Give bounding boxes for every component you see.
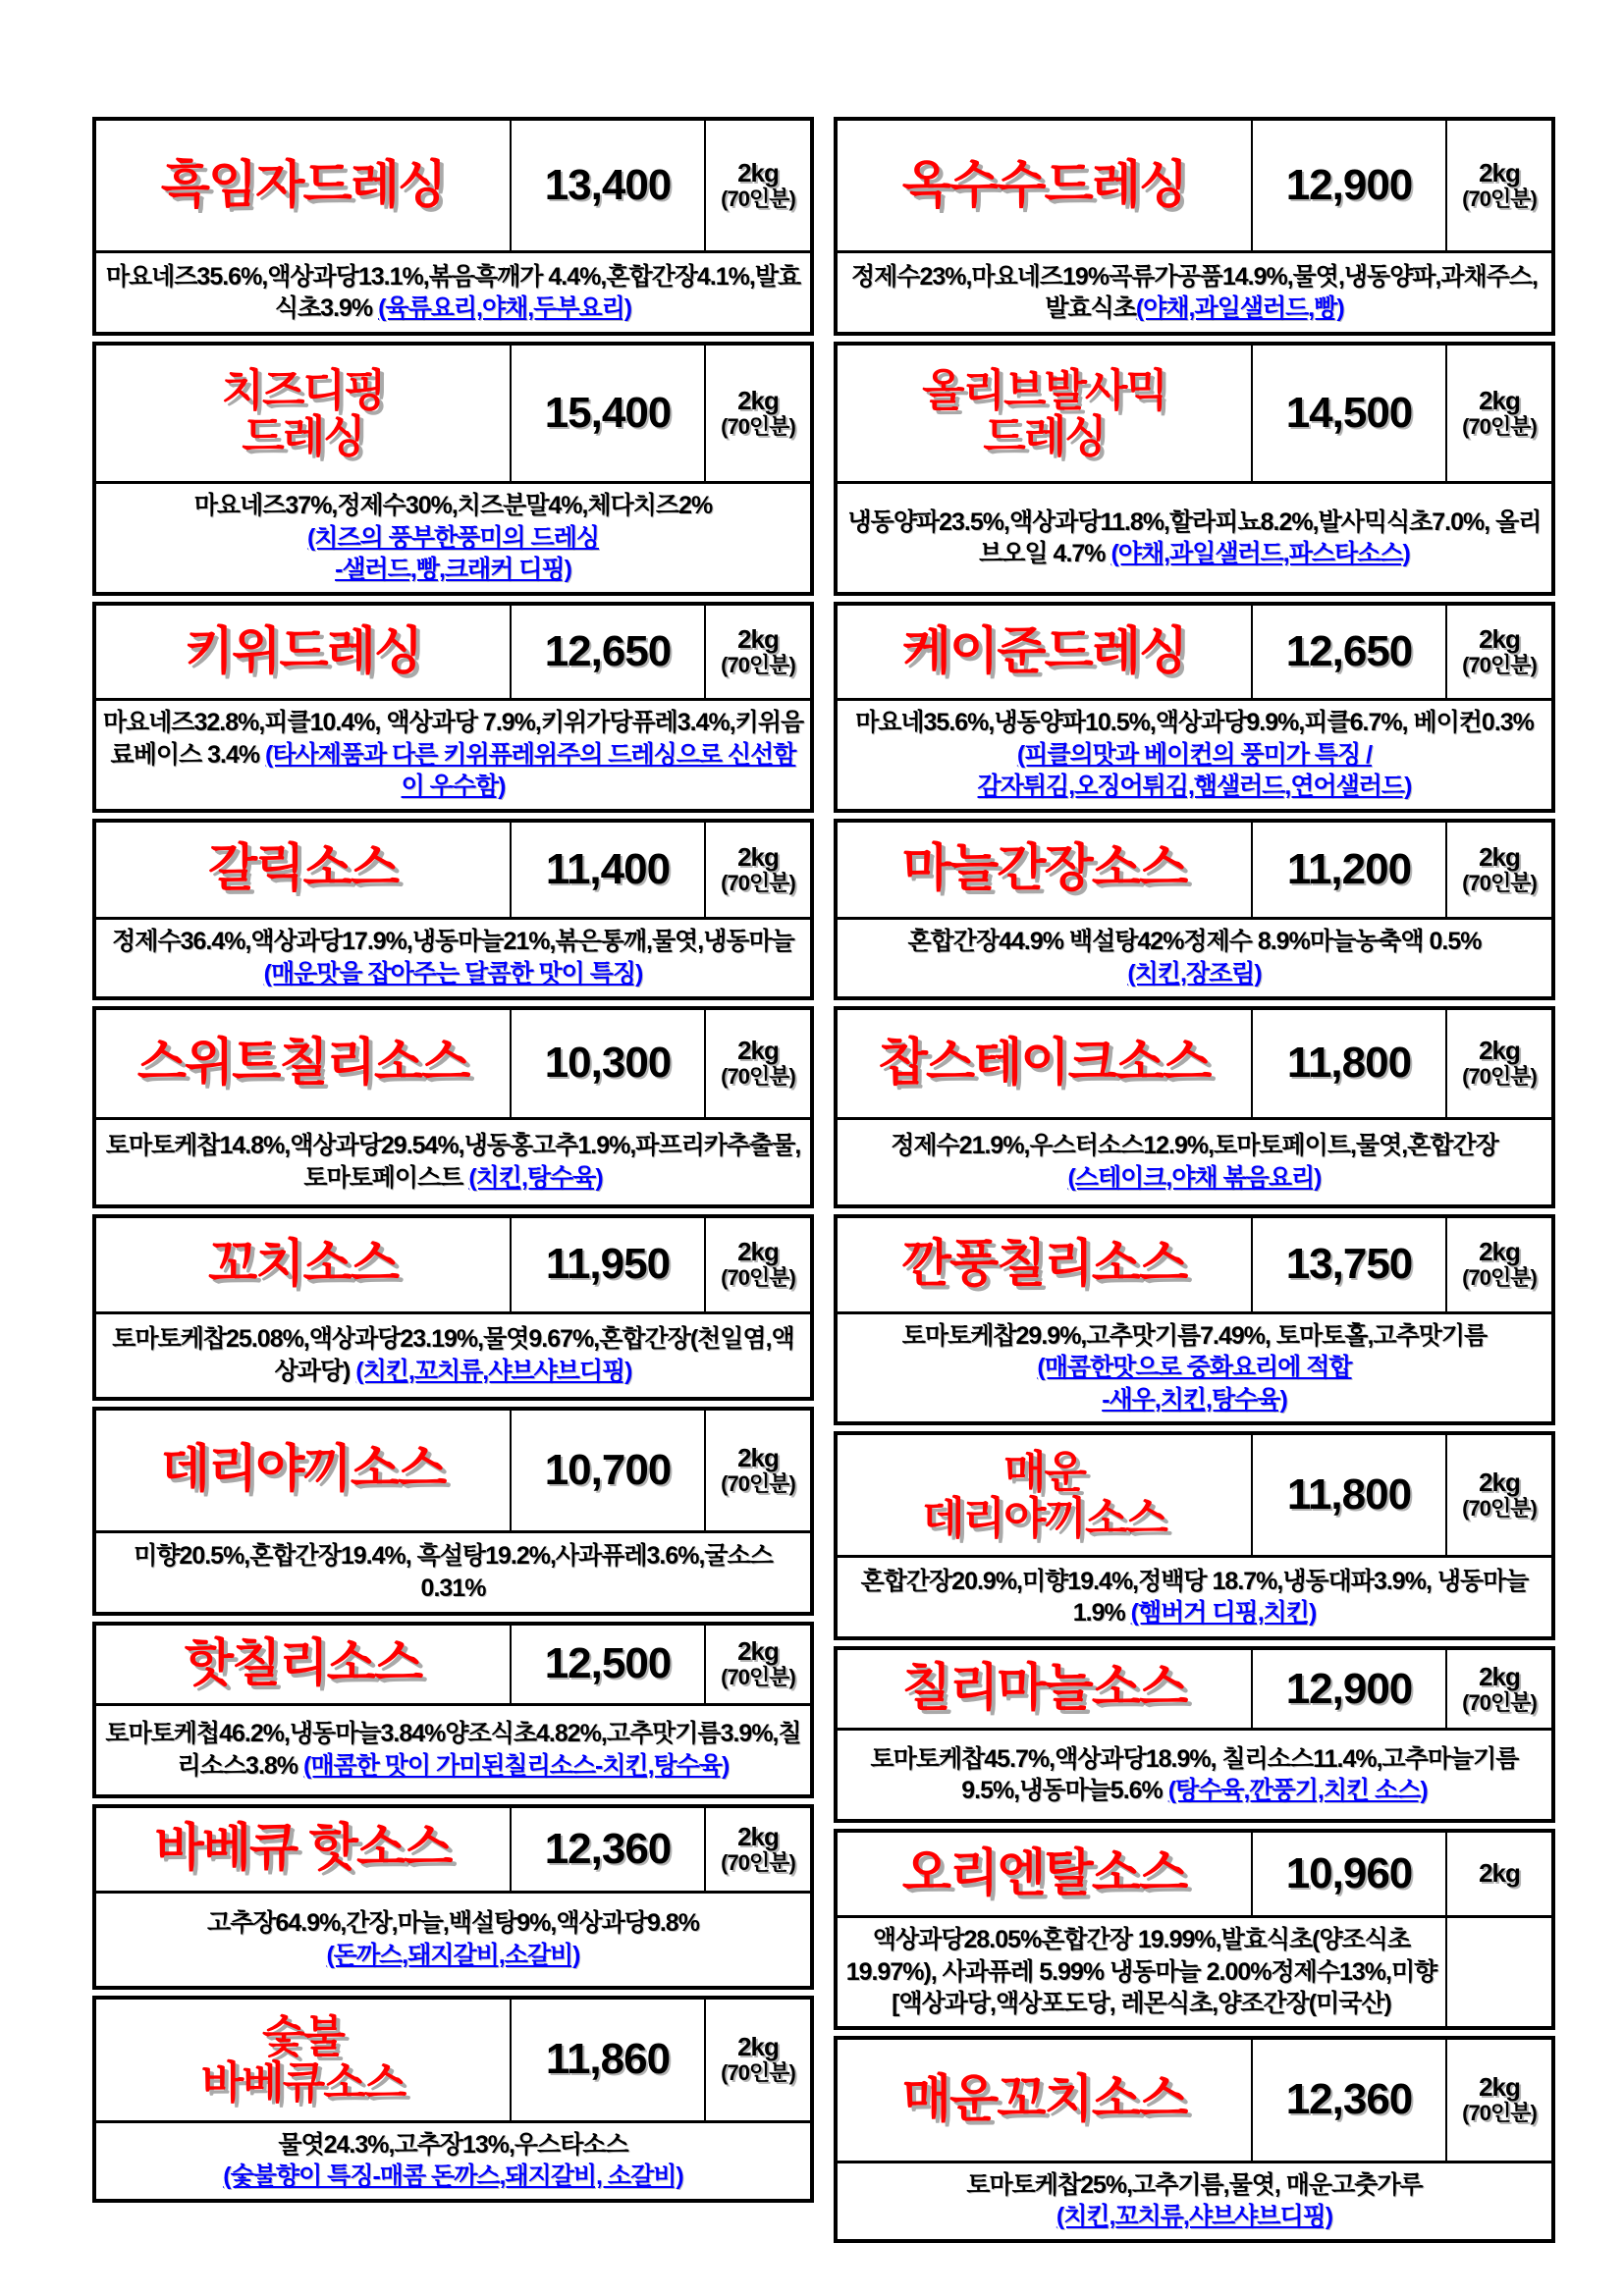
ingredients-text: 마요네35.6%,냉동양파10.5%,액상과당9.9%,피클6.7%, 베이컨0.3%: [855, 709, 1534, 736]
unit-label: [1445, 1650, 1551, 1728]
unit-servings-label: (70인분): [721, 653, 795, 678]
product-card: [834, 342, 1555, 596]
unit-weight-label: 2kg: [1479, 1468, 1520, 1498]
product-name-line: 찹스테이크소스: [878, 1034, 1211, 1092]
ingredients-text: 미향20.5%,혼합간장19.4%, 흑설탕19.2%,사과퓨레3.6%,굴소스 0.31%: [134, 1542, 773, 1602]
product-card: [92, 117, 814, 336]
product-name-line: 키위드레싱: [184, 622, 422, 680]
product-desc-text: [902, 1320, 1487, 1416]
product-title-row: [96, 823, 810, 920]
product-desc-row: [838, 253, 1551, 332]
product-name: [96, 606, 510, 698]
unit-servings-label: (70인분): [1462, 2101, 1537, 2126]
unit-label: [704, 1808, 810, 1891]
product-name-line: 치즈디핑: [221, 364, 385, 415]
price-value: 12,650: [1251, 606, 1445, 698]
product-name-line: 갈릭소스: [208, 840, 398, 898]
product-desc-row: [96, 1314, 810, 1397]
product-title-row: [838, 121, 1551, 253]
unit-servings-label: (70인분): [1462, 1265, 1537, 1291]
product-card: [834, 1829, 1555, 2030]
product-card: [92, 1407, 814, 1616]
product-card: [92, 819, 814, 1000]
product-desc-cell: [838, 1314, 1551, 1422]
unit-label: [704, 606, 810, 698]
product-desc-text: [101, 261, 805, 325]
product-title-row: [96, 1626, 810, 1706]
product-name: [96, 1010, 510, 1117]
product-name: [838, 346, 1251, 481]
unit-weight-label: 2kg: [1479, 1858, 1520, 1889]
unit-label: [1445, 823, 1551, 917]
product-desc-row: [96, 253, 810, 332]
product-name: [838, 606, 1251, 698]
product-title-row: [96, 121, 810, 253]
menu-column-left: [92, 117, 814, 2243]
ingredients-text: 액상과당28.05%혼합간장 19.99%,발효식초(양조식초 19.97%), 사과퓨레 5.99% 냉동마늘 2.00%정제수13%,미향[액상과당,액상포도당, 레몬식초,양조간장(미국산): [845, 1926, 1437, 2017]
product-name: [838, 1010, 1251, 1117]
price-value: 10,700: [510, 1411, 704, 1530]
product-desc-text: [101, 1323, 805, 1387]
product-name-line: 흑임자드레싱: [160, 156, 446, 214]
price-value: 13,400: [510, 121, 704, 250]
product-title-row: [838, 1833, 1551, 1918]
product-desc-text: [101, 1130, 805, 1194]
unit-servings-label: (70인분): [721, 414, 795, 440]
product-card: [92, 1622, 814, 1798]
product-desc-cell: [838, 253, 1551, 332]
product-name-line: 드레싱: [242, 411, 364, 461]
ingredients-text: 고추장64.9%,간장,마늘,백설탕9%,액상과당9.8%: [207, 1909, 699, 1937]
product-name: [838, 2040, 1251, 2161]
ingredients-text: 혼합간장20.9%,미향19.4%,정백당 18.7%,냉동대파3.9%, 냉동마늘 1.9%: [860, 1567, 1529, 1627]
price-value: 10,300: [510, 1010, 704, 1117]
product-desc-cell: [96, 1894, 810, 1986]
product-desc-row: [96, 484, 810, 592]
product-desc-text: [842, 261, 1546, 325]
product-name: [838, 1218, 1251, 1311]
product-desc-text: [101, 1718, 805, 1782]
product-desc-row: [96, 2123, 810, 2199]
unit-label: [1445, 1833, 1551, 1915]
product-name-line: 핫칠리소스: [184, 1634, 422, 1692]
product-desc-cell: [838, 1120, 1551, 1204]
ingredients-text: 정제수36.4%,액상과당17.9%,냉동마늘21%,볶은통깨,물엿,냉동마늘: [112, 928, 794, 955]
unit-weight-label: 2kg: [1479, 158, 1520, 188]
unit-weight-label: 2kg: [737, 158, 779, 188]
unit-servings-label: (70인분): [1462, 414, 1537, 440]
unit-label: [704, 1218, 810, 1311]
unit-weight-label: 2kg: [737, 624, 779, 655]
ingredients-text: 정제수23%,마요네즈19%곡류가공품14.9%,물엿,냉동양파,과채주스, 발효식초: [851, 262, 1538, 322]
unit-weight-label: 2kg: [1479, 1237, 1520, 1267]
product-title-row: [838, 823, 1551, 920]
menu-columns: [92, 117, 1555, 2243]
product-desc-row: [838, 2163, 1551, 2239]
menu-column-right: [834, 117, 1555, 2243]
product-name-line: 올리브발사믹: [922, 364, 1166, 415]
unit-servings-label: (70인분): [721, 1470, 795, 1496]
product-desc-text: [891, 1130, 1498, 1194]
product-name-line: 꼬치소스: [208, 1235, 398, 1293]
unit-servings-label: (70인분): [1462, 187, 1537, 212]
price-value: 11,200: [1251, 823, 1445, 917]
product-card: [92, 1214, 814, 1401]
price-value: 12,900: [1251, 121, 1445, 250]
unit-label: [1445, 1435, 1551, 1555]
product-desc-row: [838, 1558, 1551, 1636]
unit-label: [1445, 2040, 1551, 2161]
product-card: [834, 602, 1555, 813]
unit-label: [704, 121, 810, 250]
product-card: [834, 1214, 1555, 1426]
product-desc-text: [855, 707, 1534, 803]
product-desc-row: [838, 484, 1551, 592]
product-title-row: [838, 1218, 1551, 1314]
product-name: [96, 823, 510, 917]
usage-link-text[interactable]: (피클의맛과 베이컨의 풍미가 특징 /: [1016, 740, 1373, 769]
price-value: 12,650: [510, 606, 704, 698]
unit-label: [1445, 121, 1551, 250]
unit-servings-label: (70인분): [721, 1665, 795, 1690]
usage-link-text[interactable]: (치즈의 풍부한풍미의 드레싱: [306, 523, 600, 552]
product-name-line: 케이준드레싱: [901, 622, 1187, 680]
usage-link-text[interactable]: (햄버거 디핑,치킨): [1130, 1599, 1317, 1627]
product-desc-cell: [96, 253, 810, 332]
price-value: 15,400: [510, 346, 704, 481]
product-desc-row: [96, 1120, 810, 1204]
usage-link-text[interactable]: -샐러드,빵,크래커 디핑): [335, 556, 571, 584]
price-value: 14,500: [1251, 346, 1445, 481]
product-name-line: 매운꼬치소스: [901, 2070, 1187, 2128]
product-desc-text: [842, 1924, 1440, 2020]
usage-link-text[interactable]: (치킨,장조림): [1127, 959, 1262, 988]
ingredients-text: 토마토케찹14.8%,액상과당29.54%,냉동홍고추1.9%,파프리카추출물,토마토페이스트: [105, 1132, 801, 1192]
usage-link-text[interactable]: (탕수육,깐풍기,치킨 소스): [1167, 1777, 1428, 1804]
product-desc-text: [223, 2129, 682, 2193]
unit-label: [704, 823, 810, 917]
unit-label: [704, 346, 810, 481]
product-title-row: [96, 1010, 810, 1120]
unit-weight-label: 2kg: [1479, 1036, 1520, 1066]
unit-weight-label: 2kg: [1479, 624, 1520, 655]
ingredients-text: 마요네즈32.8%,피클10.4%, 액상과당 7.9%,키위가당퓨레3.4%,키위음료베이스 3.4%: [102, 709, 804, 769]
ingredients-text: 토마토케찹25.08%,액상과당23.19%,물엿9.67%,혼합간장(천일염,액상과당): [112, 1325, 794, 1385]
product-desc-cell: [96, 484, 810, 592]
product-card: [834, 117, 1555, 336]
product-desc-row: [96, 920, 810, 996]
product-title-row: [838, 2040, 1551, 2163]
unit-weight-label: 2kg: [1479, 1661, 1520, 1691]
product-title-row: [838, 606, 1551, 701]
product-name: [96, 1218, 510, 1311]
product-desc-row: [838, 920, 1551, 996]
product-desc-text: [194, 490, 712, 586]
product-card: [834, 819, 1555, 1000]
product-name: [96, 346, 510, 481]
product-name-line: 매운: [1003, 1446, 1085, 1497]
product-title-row: [96, 1808, 810, 1894]
unit-servings-label: (70인분): [1462, 1689, 1537, 1715]
unit-servings-label: (70인분): [721, 2060, 795, 2086]
unit-weight-label: 2kg: [737, 1636, 779, 1667]
product-title-row: [838, 1435, 1551, 1558]
unit-weight-label: 2kg: [1479, 2072, 1520, 2103]
price-value: 11,400: [510, 823, 704, 917]
unit-servings-label: (70인분): [721, 1849, 795, 1875]
unit-servings-label: (70인분): [721, 187, 795, 212]
product-desc-text: [908, 926, 1482, 989]
product-name-line: 데리야끼소스: [922, 1493, 1166, 1543]
unit-label: [1445, 606, 1551, 698]
product-title-row: [838, 1010, 1551, 1120]
usage-link-text[interactable]: (스테이크,야채 볶음요리): [1067, 1163, 1322, 1192]
unit-weight-label: 2kg: [737, 1442, 779, 1472]
product-name-line: 바베큐 핫소스: [154, 1820, 452, 1878]
product-desc-cell: [96, 920, 810, 996]
product-desc-text: [842, 1743, 1546, 1807]
product-name: [96, 1808, 510, 1891]
product-desc-cell: [838, 701, 1551, 809]
product-title-row: [838, 346, 1551, 484]
price-value: 12,360: [510, 1808, 704, 1891]
product-title-row: [96, 346, 810, 484]
product-desc-row: [838, 1314, 1551, 1422]
unit-servings-label: (70인분): [721, 870, 795, 895]
product-name: [96, 121, 510, 250]
unit-label: [704, 1411, 810, 1530]
product-name: [96, 1411, 510, 1530]
product-desc-cell: [96, 1706, 810, 1794]
product-card: [92, 1804, 814, 1990]
ingredients-text: 마요네즈35.6%,액상과당13.1%,볶음흑깨가 4.4%,혼합간장4.1%,발효식초3.9%: [105, 262, 801, 322]
unit-servings-label: (70인분): [1462, 653, 1537, 678]
usage-link-text[interactable]: (야채,과일샐러드,파스타소스): [1110, 540, 1410, 567]
price-value: 11,860: [510, 2000, 704, 2120]
ingredients-text: 토마토케첩46.2%,냉동마늘3.84%양조식초4.82%,고추맛기름3.9%,칠리소스3.8%: [105, 1720, 801, 1780]
unit-label: [1445, 346, 1551, 481]
product-title-row: [838, 1650, 1551, 1731]
ingredients-text: 정제수21.9%,우스터소스12.9%,토마토페이트,물엿,혼합간장: [891, 1132, 1498, 1159]
unit-label: [704, 2000, 810, 2120]
unit-servings-label: (70인분): [1462, 870, 1537, 895]
usage-link-text[interactable]: (야채,과일샐러드,빵): [1135, 294, 1344, 322]
usage-link-text[interactable]: -새우,치킨,탕수육): [1102, 1385, 1287, 1414]
product-desc-row: [96, 1706, 810, 1794]
product-name-line: 바베큐소스: [200, 2057, 406, 2108]
product-desc-text: [207, 1907, 699, 1971]
unit-weight-label: 2kg: [737, 1036, 779, 1066]
ingredients-text: 물엿24.3%,고추장13%,우스타소스: [278, 2130, 628, 2159]
unit-weight-label: 2kg: [737, 386, 779, 416]
product-name: [838, 1833, 1251, 1915]
product-desc-row: [96, 1894, 810, 1986]
unit-weight-label: 2kg: [737, 1237, 779, 1267]
product-card: [834, 2036, 1555, 2243]
unit-servings-label: (70인분): [1462, 1496, 1537, 1522]
usage-link-text[interactable]: (육류요리,야채,두부요리): [378, 294, 632, 322]
product-desc-cell: [838, 1731, 1551, 1819]
product-desc-cell: [96, 1533, 810, 1612]
product-title-row: [96, 2000, 810, 2123]
unit-label: [704, 1010, 810, 1117]
product-card: [92, 602, 814, 813]
product-desc-text: [842, 507, 1546, 570]
product-name-line: 드레싱: [983, 411, 1106, 461]
product-name: [838, 1650, 1251, 1728]
product-desc-row: [838, 1120, 1551, 1204]
product-desc-text: [112, 926, 794, 989]
unit-weight-label: 2kg: [737, 841, 779, 872]
product-name-line: 데리야끼소스: [160, 1441, 446, 1499]
product-card: [834, 1646, 1555, 1823]
price-value: 12,900: [1251, 1650, 1445, 1728]
unit-servings-label: (70인분): [721, 1265, 795, 1291]
product-desc-cell: [96, 1314, 810, 1397]
product-name-line: 숯불: [262, 2010, 344, 2061]
usage-link-text[interactable]: (치킨,꼬치류,샤브샤브디핑): [1056, 2203, 1333, 2230]
product-desc-cell: [96, 701, 810, 809]
product-desc-text: [101, 1540, 805, 1604]
price-value: 10,960: [1251, 1833, 1445, 1915]
product-title-row: [96, 1411, 810, 1533]
product-name: [96, 2000, 510, 2120]
product-title-row: [96, 606, 810, 701]
product-desc-row: [838, 701, 1551, 809]
price-value: 11,800: [1251, 1435, 1445, 1555]
ingredients-text: 마요네즈37%,정제수30%,치즈분말4%,체다치즈2%: [193, 492, 713, 520]
product-desc-cell: [838, 2163, 1551, 2239]
usage-link-text[interactable]: (매콤한맛으로 중화요리에 적합: [1037, 1354, 1352, 1381]
product-name: [838, 823, 1251, 917]
unit-servings-label: (70인분): [721, 1064, 795, 1090]
usage-link-text[interactable]: (타사제품과 다른 키위퓨레위주의 드레싱으로 신선함이 우수함): [265, 740, 796, 800]
ingredients-text: 혼합간장44.9% 백설탕42%정제수 8.9%마늘농축액 0.5%: [907, 928, 1482, 955]
product-name-line: 마늘간장소스: [901, 840, 1187, 898]
product-card: [92, 342, 814, 596]
product-desc-text: [842, 1566, 1546, 1629]
price-value: 11,950: [510, 1218, 704, 1311]
product-name: [838, 1435, 1251, 1555]
unit-weight-label: 2kg: [737, 2032, 779, 2062]
usage-link-text[interactable]: (치킨,꼬치류,샤브샤브디핑): [355, 1357, 632, 1385]
usage-link-text[interactable]: (매운맛을 잡아주는 달콤한 맛이 특징): [263, 959, 643, 988]
usage-link-text[interactable]: (매콤한 맛이 가미된칠리소스-치킨,탕수육): [303, 1751, 730, 1780]
price-value: 13,750: [1251, 1218, 1445, 1311]
usage-link-text[interactable]: (치킨,탕수육): [468, 1163, 603, 1192]
product-name-line: 칠리마늘소스: [901, 1660, 1187, 1718]
product-card: [834, 1431, 1555, 1640]
product-title-row: [96, 1218, 810, 1314]
product-desc-cell: [96, 2123, 810, 2199]
price-value: 12,500: [510, 1626, 704, 1703]
ingredients-text: 토마토케찹29.9%,고추맛기름7.49%, 토마토홀,고추맛기름: [901, 1321, 1488, 1350]
empty-cell: [1445, 1918, 1551, 2026]
product-desc-cell: [838, 484, 1551, 592]
usage-link-text[interactable]: 감자튀김,오징어튀김,햄샐러드,연어샐러드): [977, 773, 1412, 800]
product-card: [92, 1996, 814, 2203]
product-name-line: 오리엔탈소스: [901, 1844, 1187, 1902]
product-name: [96, 1626, 510, 1703]
product-desc-cell: [96, 1120, 810, 1204]
ingredients-text: 토마토케찹45.7%,액상과당18.9%, 칠리소스11.4%,고추마늘기름 9.5%,냉동마늘5.6%: [870, 1744, 1519, 1804]
product-name-line: 스위트칠리소스: [136, 1034, 469, 1092]
product-name: [838, 121, 1251, 250]
price-value: 12,360: [1251, 2040, 1445, 2161]
unit-servings-label: (70인분): [1462, 1064, 1537, 1090]
unit-label: [1445, 1010, 1551, 1117]
product-card: [92, 1006, 814, 1208]
unit-weight-label: 2kg: [1479, 841, 1520, 872]
product-desc-cell: [838, 1918, 1445, 2026]
product-desc-text: [966, 2169, 1422, 2233]
product-desc-row: [838, 1918, 1551, 2026]
ingredients-text: 토마토케찹25%,고추기름,물엿, 매운고춧가루: [966, 2170, 1423, 2199]
product-desc-row: [96, 701, 810, 809]
product-desc-row: [96, 1533, 810, 1612]
usage-link-text[interactable]: (돈까스,돼지갈비,소갈비): [326, 1941, 580, 1969]
product-name-line: 옥수수드레싱: [901, 156, 1187, 214]
product-desc-cell: [838, 1558, 1551, 1636]
ingredients-text: 냉동양파23.5%,액상과당11.8%,할라피뇨8.2%,발사믹식초7.0%, 올리브오일 4.7%: [847, 507, 1542, 567]
product-desc-text: [101, 707, 805, 803]
product-desc-cell: [838, 920, 1551, 996]
usage-link-text[interactable]: (숯불향이 특징-매콤 돈까스,돼지갈비, 소갈비): [223, 2163, 683, 2190]
unit-label: [1445, 1218, 1551, 1311]
product-desc-row: [838, 1731, 1551, 1819]
price-value: 11,800: [1251, 1010, 1445, 1117]
product-card: [834, 1006, 1555, 1208]
unit-weight-label: 2kg: [1479, 386, 1520, 416]
unit-weight-label: 2kg: [737, 1821, 779, 1851]
unit-label: [704, 1626, 810, 1703]
product-name-line: 깐풍칠리소스: [901, 1235, 1187, 1293]
